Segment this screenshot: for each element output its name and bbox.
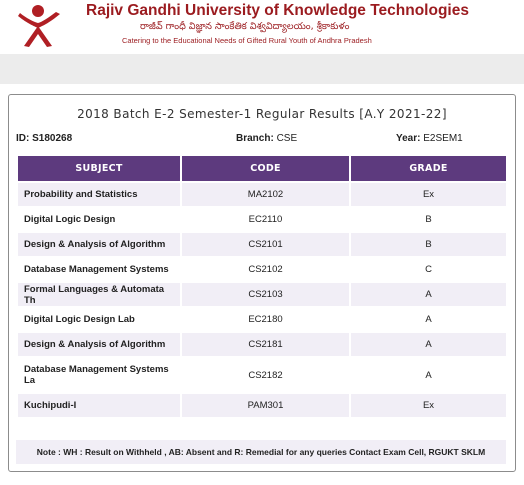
site-header xyxy=(0,0,524,54)
code-cell: EC2180 xyxy=(182,308,349,331)
subject-cell: Kuchipudi-I xyxy=(18,394,180,417)
subject-cell: Digital Logic Design xyxy=(18,208,180,231)
student-branch xyxy=(236,133,297,144)
id-value: S180268 xyxy=(32,133,73,144)
subject-cell: Formal Languages & Automata Th xyxy=(18,283,180,306)
subject-cell: Digital Logic Design Lab xyxy=(18,308,180,331)
subject-cell: Design & Analysis of Algorithm xyxy=(18,233,180,256)
column-header-code: CODE xyxy=(182,156,349,181)
year-value: E2SEM1 xyxy=(423,133,463,144)
table-row xyxy=(18,308,506,331)
grade-cell: Ex xyxy=(351,394,506,417)
branch-value: CSE xyxy=(276,133,298,144)
code-cell: CS2102 xyxy=(182,258,349,281)
id-label: ID: xyxy=(16,133,30,144)
branch-label: Branch: xyxy=(236,133,274,144)
subject-cell: Probability and Statistics xyxy=(18,183,180,206)
subject-cell: Database Management Systems xyxy=(18,258,180,281)
code-cell: CS2181 xyxy=(182,333,349,356)
code-cell: EC2110 xyxy=(182,208,349,231)
code-cell: MA2102 xyxy=(182,183,349,206)
grade-cell: A xyxy=(351,358,506,392)
grade-cell: A xyxy=(351,308,506,331)
table-row xyxy=(18,208,506,231)
grade-cell: A xyxy=(351,283,506,306)
university-name: Rajiv Gandhi University of Knowledge Technologies xyxy=(86,2,469,19)
grade-cell: Ex xyxy=(351,183,506,206)
table-row xyxy=(18,283,506,306)
table-row xyxy=(18,258,506,281)
student-year xyxy=(396,133,463,144)
subject-cell: Design & Analysis of Algorithm xyxy=(18,333,180,356)
column-header-subject: SUBJECT xyxy=(18,156,180,181)
code-cell: CS2101 xyxy=(182,233,349,256)
table-row xyxy=(18,358,506,392)
grade-cell: A xyxy=(351,333,506,356)
table-row xyxy=(18,233,506,256)
tagline: Catering to the Educational Needs of Gifted Rural Youth of Andhra Pradesh xyxy=(122,36,372,45)
student-id xyxy=(16,133,72,144)
results-title: 2018 Batch E-2 Semester-1 Regular Results [A.Y 2021-22] xyxy=(77,107,447,121)
column-header-grade: GRADE xyxy=(351,156,506,181)
university-name-telugu: రాజీవ్ గాంధీ విజ్ఞాన సాంకేతిక విశ్వవిద్యాలయం, శ్రీకాకుళం xyxy=(140,21,350,32)
results-table xyxy=(16,154,508,419)
table-header-row xyxy=(18,156,506,181)
table-row xyxy=(18,333,506,356)
code-cell: CS2182 xyxy=(182,358,349,392)
grade-cell: C xyxy=(351,258,506,281)
rgukt-logo-icon xyxy=(14,2,62,48)
results-note: Note : WH : Result on Withheld , AB: Absent and R: Remedial for any queries Contact Exam Cell, RGUKT SKLM xyxy=(16,440,506,464)
student-info xyxy=(8,128,508,150)
subject-cell: Database Management Systems La xyxy=(18,358,180,392)
grade-cell: B xyxy=(351,208,506,231)
table-row xyxy=(18,183,506,206)
year-label: Year: xyxy=(396,133,421,144)
grade-cell: B xyxy=(351,233,506,256)
code-cell: PAM301 xyxy=(182,394,349,417)
table-row xyxy=(18,394,506,417)
nav-band xyxy=(0,54,524,84)
code-cell: CS2103 xyxy=(182,283,349,306)
